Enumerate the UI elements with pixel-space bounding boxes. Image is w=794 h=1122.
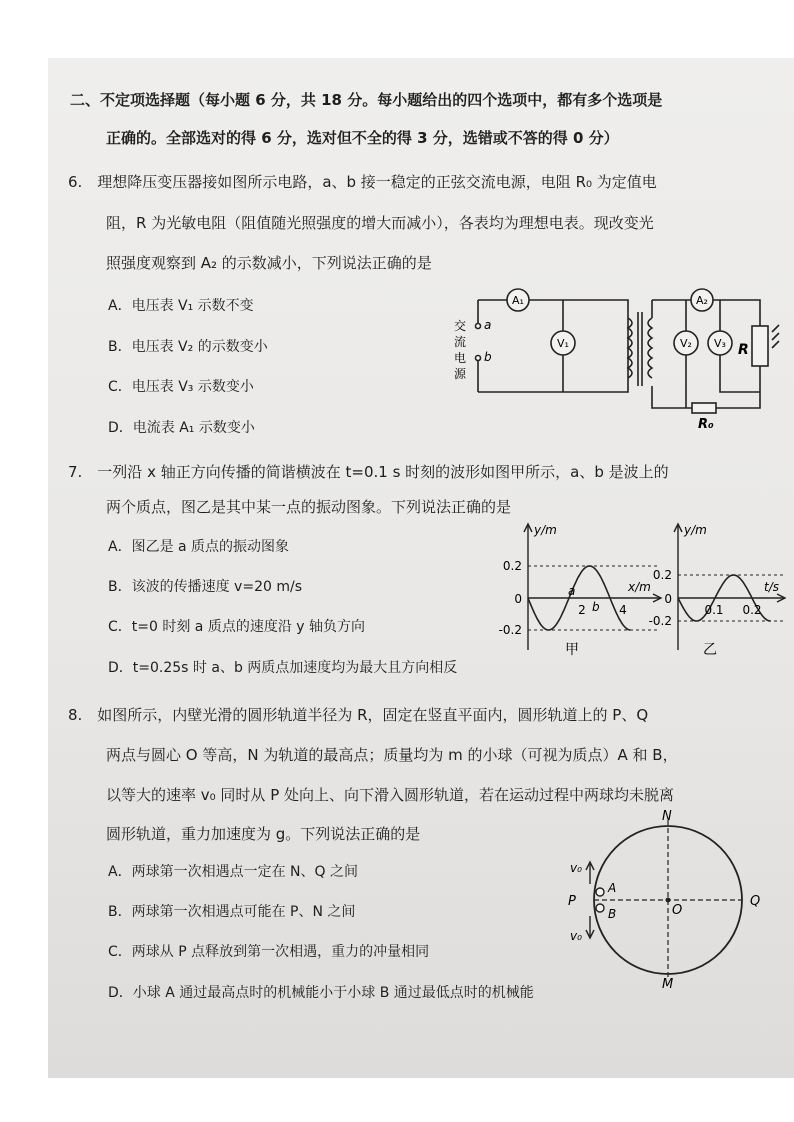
terminal-b-label: b [484, 350, 492, 364]
yi-ytick-0.2: 0.2 [652, 568, 672, 582]
q8-stem-line-1: 8. 如图所示，内壁光滑的圆形轨道半径为 R，固定在竖直平面内，圆形轨道上的 P、Q [68, 706, 649, 724]
q8-stem-line-4: 圆形轨道，重力加速度为 g。下列说法正确的是 [106, 825, 421, 843]
point-n-label: N [662, 809, 672, 824]
yi-xtick-0.1: 0.1 [704, 603, 724, 617]
ball-a-label: A [608, 881, 617, 895]
q7-option-d: D．t=0.25s 时 a、b 两质点加速度均为最大且方向相反 [108, 660, 458, 676]
section-title-line-1: 二、不定项选择题（每小题 6 分，共 18 分。每小题给出的四个选项中，都有多个选项是 [70, 91, 663, 109]
yi-caption: 乙 [703, 642, 717, 658]
q6-stem-line-2: 阻，R 为光敏电阻（阻值随光照强度的增大而减小），各表均为理想电表。现改变光 [106, 214, 654, 232]
ammeter-a1-label: A₁ [512, 294, 524, 307]
q6-stem-line-3: 照强度观察到 A₂ 的示数减小，下列说法正确的是 [106, 254, 432, 272]
voltmeter-v3-label: V₃ [714, 337, 726, 350]
jia-caption: 甲 [565, 642, 579, 658]
q8-option-d: D．小球 A 通过最高点时的机械能小于小球 B 通过最低点时的机械能 [108, 985, 534, 1001]
q7-vibration-graph-yi [640, 520, 790, 660]
q7-stem-line-2: 两个质点，图乙是其中某一点的振动图象。下列说法正确的是 [106, 498, 512, 516]
jia-ylabel: y/m [534, 523, 557, 537]
point-m-label: M [662, 977, 674, 992]
source-label-3: 电 [454, 351, 467, 365]
ammeter-a2-label: A₂ [696, 294, 708, 307]
q7-stem-line-1: 7. 一列沿 x 轴正方向传播的简谐横波在 t=0.1 s 时刻的波形如图甲所示，a、b 是波上的 [68, 463, 669, 481]
jia-ytick-0.2: 0.2 [502, 559, 522, 573]
center-o-label: O [672, 903, 683, 918]
q7-option-a: A．图乙是 a 质点的振动图象 [108, 539, 290, 555]
section-title-line-2: 正确的。全部选对的得 6 分，选对但不全的得 3 分，选错或不答的得 0 分） [106, 129, 619, 147]
voltmeter-v2-label: V₂ [680, 337, 692, 350]
jia-xtick-2: 2 [578, 603, 586, 617]
jia-point-b: b [592, 600, 600, 614]
q8-option-a: A．两球第一次相遇点一定在 N、Q 之间 [108, 864, 358, 880]
yi-ytick-neg0.2: -0.2 [648, 614, 672, 628]
q6-option-d: D．电流表 A₁ 示数变小 [108, 420, 255, 436]
jia-ytick-neg0.2: -0.2 [498, 623, 522, 637]
jia-xtick-4: 4 [619, 603, 627, 617]
q6-circuit-diagram [440, 282, 780, 434]
yi-ylabel: y/m [684, 523, 707, 537]
q8-option-b: B．两球第一次相遇点可能在 P、N 之间 [108, 904, 356, 920]
velocity-down-label: v₀ [570, 929, 582, 943]
yi-xlabel: t/s [764, 580, 779, 594]
yi-ytick-0: 0 [664, 592, 672, 606]
q8-option-c: C．两球从 P 点释放到第一次相遇，重力的冲量相同 [108, 944, 430, 960]
jia-xlabel: x/m [628, 580, 651, 594]
resistor-r0-label: R₀ [698, 417, 714, 432]
q8-stem-line-2: 两点与圆心 O 等高，N 为轨道的最高点；质量均为 m 的小球（可视为质点）A 和 B， [106, 746, 678, 764]
q6-option-b: B．电压表 V₂ 的示数变小 [108, 339, 268, 355]
q6-option-a: A．电压表 V₁ 示数不变 [108, 298, 254, 314]
point-p-label: P [568, 894, 576, 909]
source-label-1: 交 [454, 319, 467, 333]
yi-xtick-0.2: 0.2 [742, 603, 762, 617]
q7-option-c: C．t=0 时刻 a 质点的速度沿 y 轴负方向 [108, 619, 366, 635]
voltmeter-v1-label: V₁ [557, 337, 569, 350]
q8-stem-line-3: 以等大的速率 v₀ 同时从 P 处向上、向下滑入圆形轨道，若在运动过程中两球均未脱离 [106, 786, 675, 804]
jia-point-a: a [568, 584, 576, 598]
q6-stem-line-1: 6. 理想降压变压器接如图所示电路，a、b 接一稳定的正弦交流电源，电阻 R₀ 为定值电 [68, 173, 657, 191]
jia-ytick-0: 0 [514, 592, 522, 606]
q6-option-c: C．电压表 V₃ 示数变小 [108, 379, 254, 395]
ball-b-label: B [608, 907, 617, 921]
terminal-a-label: a [484, 318, 492, 332]
velocity-up-label: v₀ [570, 861, 582, 875]
point-q-label: Q [750, 894, 761, 909]
source-label-4: 源 [454, 367, 467, 381]
resistor-r-label: R [738, 342, 749, 358]
q8-circular-track-diagram [560, 808, 780, 992]
q7-option-b: B．该波的传播速度 v=20 m/s [108, 579, 302, 595]
source-label-2: 流 [454, 335, 467, 349]
